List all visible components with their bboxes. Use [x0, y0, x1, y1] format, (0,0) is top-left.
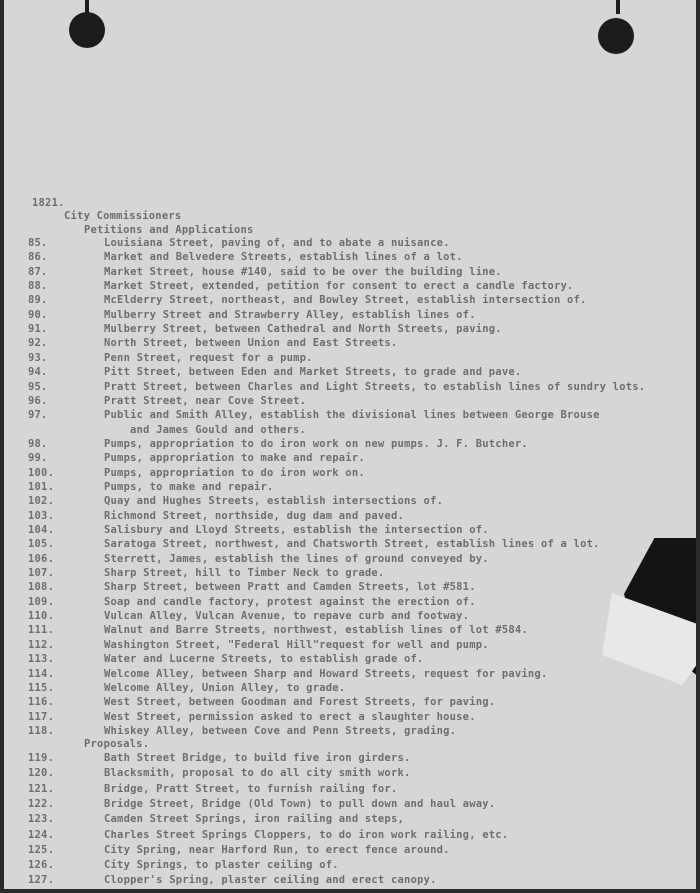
entry-number: 120. [28, 767, 55, 780]
entry-number: 104. [28, 524, 55, 536]
entry-number: 90. [28, 308, 48, 321]
entry-number: 121. [28, 782, 55, 795]
entry-number: 112. [28, 638, 55, 651]
entry-number: 93. [28, 351, 48, 364]
entry-number: 105. [28, 538, 55, 551]
entry-text: Saratoga Street, northwest, and Chatsworth Street, establish lines of a lot. [104, 538, 600, 551]
entry-text: Bridge, Pratt Street, to furnish railing for. [104, 782, 398, 795]
entry-number: 102. [28, 495, 55, 508]
binder-hole-stem-right [616, 0, 620, 14]
entry-number: 118. [28, 724, 55, 737]
entry-number: 87. [28, 265, 48, 278]
entry-text: Mulberry Street, between Cathedral and North Streets, paving. [104, 323, 502, 336]
section-heading: Petitions and Applications [84, 224, 254, 236]
entry-text: Richmond Street, northside, dug dam and paved. [104, 509, 404, 522]
entry-number: 106. [28, 552, 55, 565]
entry-number: 124. [28, 828, 55, 841]
entry-text: North Street, between Union and East Streets. [104, 337, 398, 350]
entry-text: Pitt Street, between Eden and Market Streets, to grade and pave. [104, 366, 522, 379]
entry-text: Pumps, appropriation to do iron work on. [104, 466, 365, 479]
entry-text: Salisbury and Lloyd Streets, establish the intersection of. [104, 524, 489, 536]
entry-number: 98. [28, 437, 48, 450]
entry-number: 103. [28, 509, 55, 522]
entry-text: Welcome Alley, between Sharp and Howard Streets, request for paving. [104, 667, 548, 680]
entry-number: 85. [28, 237, 48, 249]
entry-text: Pumps, appropriation to make and repair. [104, 452, 365, 465]
entry-number: 86. [28, 251, 48, 264]
entry-text: Bath Street Bridge, to build five iron girders. [104, 752, 411, 764]
document-page [4, 0, 696, 889]
entry-number: 88. [28, 280, 48, 293]
entry-text: Whiskey Alley, between Cove and Penn Streets, grading. [104, 724, 457, 737]
entry-number: 123. [28, 813, 55, 826]
entry-text: City Spring, near Harford Run, to erect fence around. [104, 843, 450, 856]
entry-number: 113. [28, 653, 55, 666]
entry-text: Pumps, to make and repair. [104, 480, 274, 493]
entry-text: Vulcan Alley, Vulcan Avenue, to repave curb and footway. [104, 610, 470, 623]
entry-text: West Street, between Goodman and Forest Streets, for paving. [104, 696, 496, 709]
entry-text: Quay and Hughes Streets, establish intersections of. [104, 495, 444, 508]
entry-text: Clopper's Spring, plaster ceiling and erect canopy. [104, 874, 437, 887]
entry-text: Welcome Alley, Union Alley, to grade. [104, 681, 346, 694]
entry-text: Sterrett, James, establish the lines of ground conveyed by. [104, 552, 489, 565]
entry-text: Public and Smith Alley, establish the divisional lines between George Brouse [104, 409, 600, 422]
year-heading: 1821. [32, 197, 65, 209]
entry-text: Pratt Street, near Cove Street. [104, 394, 307, 407]
entry-number: 116. [28, 696, 55, 709]
entry-text: Market and Belvedere Streets, establish lines of a lot. [104, 251, 463, 264]
entry-text: Mulberry Street and Strawberry Alley, establish lines of. [104, 308, 476, 321]
entry-number: 92. [28, 337, 48, 350]
entry-continuation: and James Gould and others. [130, 423, 307, 436]
entry-number: 115. [28, 681, 55, 694]
binder-hole-left [69, 12, 105, 48]
entry-text: Bridge Street, Bridge (Old Town) to pull down and haul away. [104, 797, 496, 810]
binder-hole-right [598, 18, 634, 54]
entry-number: 91. [28, 323, 48, 336]
entry-number: 99. [28, 452, 48, 465]
entry-text: Market Street, house #140, said to be over the building line. [104, 265, 502, 278]
entry-number: 110. [28, 610, 55, 623]
entry-text: Louisiana Street, paving of, and to abate a nuisance. [104, 237, 450, 249]
entry-text: Camden Street Springs, iron railing and steps, [104, 813, 404, 826]
entry-text: City Springs, to plaster ceiling of. [104, 859, 339, 872]
entry-number: 89. [28, 294, 48, 307]
entry-number: 125. [28, 843, 55, 856]
entry-number: 127. [28, 874, 55, 887]
entry-text: Blacksmith, proposal to do all city smith work. [104, 767, 411, 780]
proposals-heading: Proposals. [84, 738, 150, 750]
entry-text: Charles Street Springs Cloppers, to do iron work railing, etc. [104, 828, 509, 841]
entry-text: Penn Street, request for a pump. [104, 351, 313, 364]
entry-number: 100. [28, 466, 55, 479]
entry-number: 107. [28, 567, 55, 580]
entry-text: West Street, permission asked to erect a slaughter house. [104, 710, 476, 723]
entry-number: 111. [28, 624, 55, 637]
entry-text: Water and Lucerne Streets, to establish grade of. [104, 653, 424, 666]
entry-text: Market Street, extended, petition for consent to erect a candle factory. [104, 280, 574, 293]
commission-heading: City Commissioners [64, 210, 182, 222]
entry-number: 96. [28, 394, 48, 407]
entry-text: Pumps, appropriation to do iron work on new pumps. J. F. Butcher. [104, 437, 528, 450]
entry-text: Walnut and Barre Streets, northwest, establish lines of lot #584. [104, 624, 528, 637]
entry-text: Sharp Street, between Pratt and Camden Streets, lot #581. [104, 581, 476, 594]
entry-number: 109. [28, 595, 55, 608]
entry-number: 97. [28, 409, 48, 422]
entry-text: Washington Street, "Federal Hill"request for well and pump. [104, 638, 489, 651]
entry-text: McElderry Street, northeast, and Bowley Street, establish intersection of. [104, 294, 587, 307]
entry-text: Pratt Street, between Charles and Light Streets, to establish lines of sundry lots. [104, 380, 646, 393]
entry-number: 108. [28, 581, 55, 594]
entry-number: 117. [28, 710, 55, 723]
entry-number: 122. [28, 797, 55, 810]
entry-number: 94. [28, 366, 48, 379]
entry-number: 114. [28, 667, 55, 680]
entry-number: 119. [28, 752, 55, 764]
entry-number: 101. [28, 480, 55, 493]
entry-text: Sharp Street, hill to Timber Neck to grade. [104, 567, 385, 580]
entry-number: 126. [28, 859, 55, 872]
entry-text: Soap and candle factory, protest against the erection of. [104, 595, 476, 608]
entry-number: 95. [28, 380, 48, 393]
